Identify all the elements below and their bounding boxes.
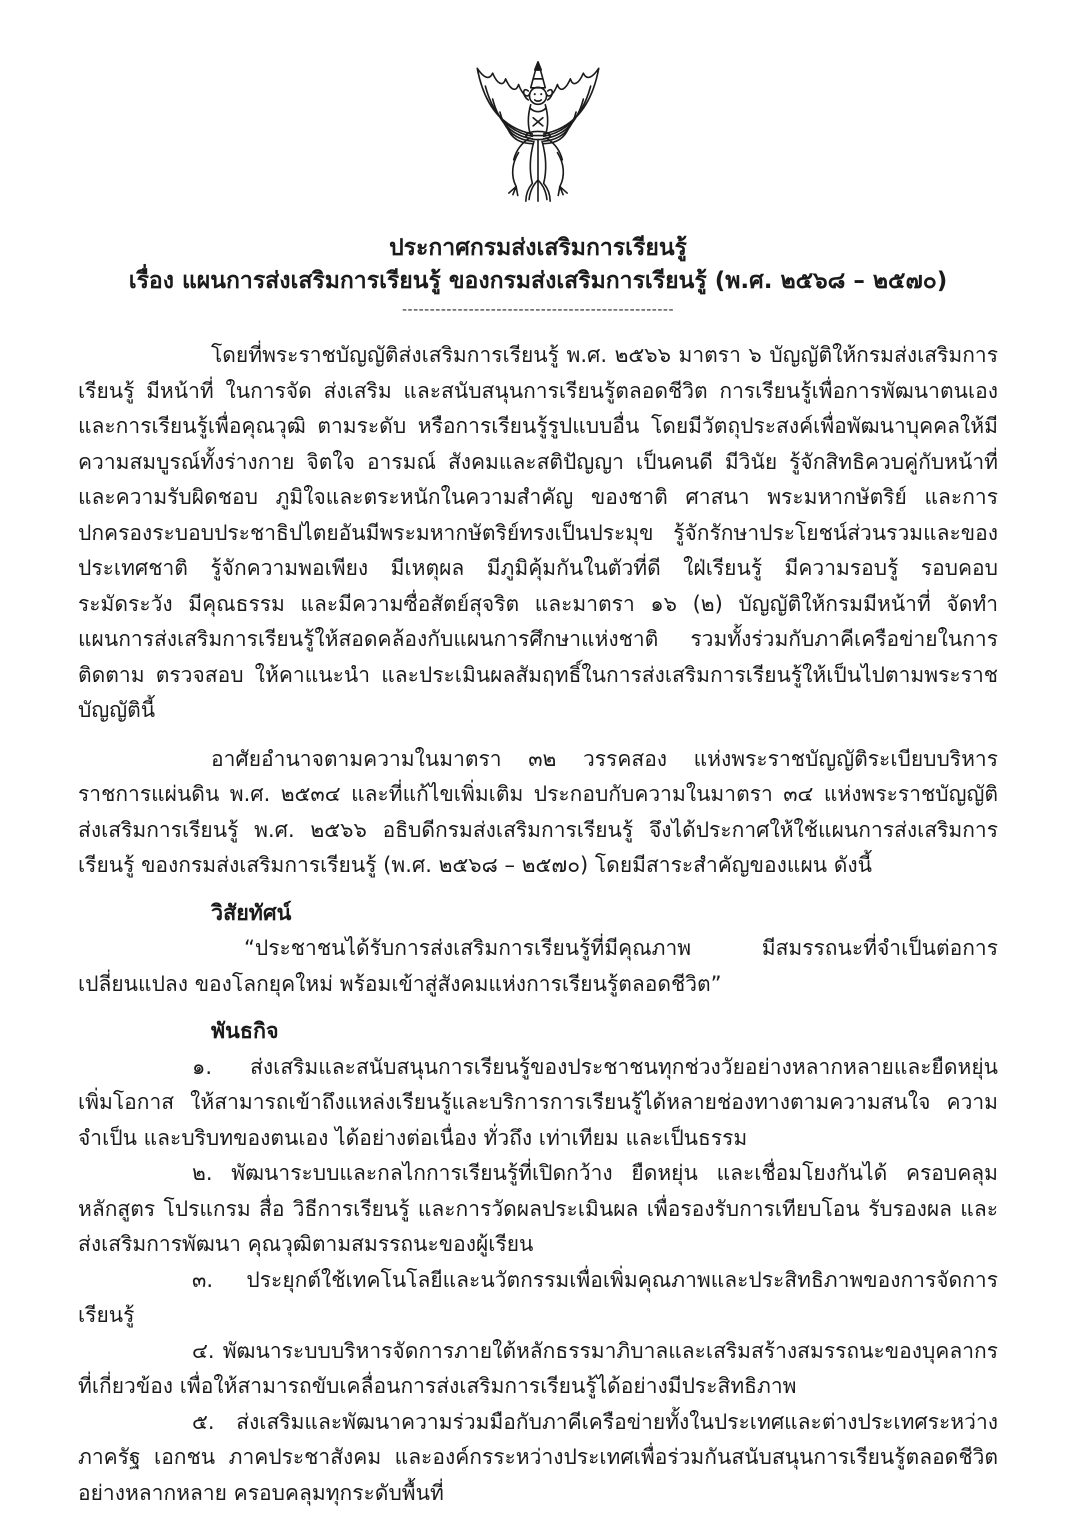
- garuda-emblem-drawing: [457, 56, 619, 224]
- document-title-line2: เรื่อง แผนการส่งเสริมการเรียนรู้ ของกรมส่งเสริมการเรียนรู้ (พ.ศ. ๒๕๖๘ – ๒๕๗๐): [128, 268, 948, 294]
- mission-heading: พันธกิจ: [211, 1019, 279, 1044]
- garuda-emblem: [78, 56, 998, 228]
- mission-item-5: ๕. ส่งเสริมและพัฒนาความร่วมมือกับภาคีเครือข่ายทั้งในประเทศและต่างประเทศระหว่างภาครัฐ เอกชน ภาคประชาสังคม และองค์กรระหว่างประเทศเพื่อร่วมกันสนับสนุนการเรียนรู้ตลอดชีวิตอย่างหลากหลาย ครอบคลุมทุกระดับพื้นที่: [78, 1409, 998, 1505]
- mission-item-3: ๓. ประยุกต์ใช้เทคโนโลยีและนวัตกรรมเพื่อเพิ่มคุณภาพและประสิทธิภาพของการจัดการเรียนรู้: [78, 1267, 998, 1327]
- mission-item-2: ๒. พัฒนาระบบและกลไกการเรียนรู้ที่เปิดกว้าง ยืดหยุ่น และเชื่อมโยงกันได้ ครอบคลุมหลักสูตร โปรแกรม สื่อ วิธีการเรียนรู้ และการวัดผลประเมินผล เพื่อรองรับการเทียบโอน รับรองผล และส่งเสริมการพัฒนา คุณวุฒิตามสมรรถนะของผู้เรียน: [78, 1161, 998, 1256]
- title-separator-dashes: -------------------------------------------------: [401, 302, 675, 318]
- vision-text: “ประชาชนได้รับการส่งเสริมการเรียนรู้ที่มีคุณภาพ มีสมรรถนะที่จำเป็นต่อการเปลี่ยนแปลง ของโลกยุคใหม่ พร้อมเข้าสู่สังคมแห่งการเรียนรู้ตลอดชีวิต”: [78, 936, 998, 996]
- mission-item-4: ๔. พัฒนาระบบบริหารจัดการภายใต้หลักธรรมาภิบาลและเสริมสร้างสมรรถนะของบุคลากรที่เกี่ยวข้อง เพื่อให้สามารถขับเคลื่อนการส่งเสริมการเรียนรู้ได้อย่างมีประสิทธิภาพ: [78, 1338, 998, 1398]
- vision-heading: วิสัยทัศน์: [211, 900, 292, 926]
- paragraph-preamble: โดยที่พระราชบัญญัติส่งเสริมการเรียนรู้ พ.ศ. ๒๕๖๖ มาตรา ๖ บัญญัติให้กรมส่งเสริมการเรียนรู้ มีหน้าที่ ในการจัด ส่งเสริม และสนับสนุนการเรียนรู้ตลอดชีวิต การเรียนรู้เพื่อการพัฒนาตนเอง และการเรียนรู้เพื่อคุณวุฒิ ตามระดับ หรือการเรียนรู้รูปแบบอื่น โดยมีวัตถุประสงค์เพื่อพัฒนาบุคคลให้มีความสมบูรณ์ทั้งร่างกาย จิตใจ อารมณ์ สังคมและสติปัญญา เป็นคนดี มีวินัย รู้จักสิทธิควบคู่กับหน้าที่และความรับผิดชอบ ภูมิใจและตระหนักในความสำคัญ ของชาติ ศาสนา พระมหากษัตริย์ และการปกครองระบอบประชาธิปไตยอันมีพระมหากษัตริย์ทรงเป็นประมุข รู้จักรักษาประโยชน์ส่วนรวมและของประเทศชาติ รู้จักความพอเพียง มีเหตุผล มีภูมิคุ้มกันในตัวที่ดี ใฝ่เรียนรู้ มีความรอบรู้ รอบคอบ ระมัดระวัง มีคุณธรรม และมีความซื่อสัตย์สุจริต และมาตรา ๑๖ (๒) บัญญัติให้กรมมีหน้าที่ จัดทำแผนการส่งเสริมการเรียนรู้ให้สอดคล้องกับแผนการศึกษาแห่งชาติ รวมทั้งร่วมกับภาคีเครือข่ายในการติดตาม ตรวจสอบ ให้คาแนะนำ และประเมินผลสัมฤทธิ์ในการส่งเสริมการเรียนรู้ให้เป็นไปตามพระราชบัญญัตินี้: [78, 343, 998, 722]
- paragraph-authority: อาศัยอำนาจตามความในมาตรา ๓๒ วรรคสอง แห่งพระราชบัญญัติระเบียบบริหารราชการแผ่นดิน พ.ศ. ๒๕๓๔ และที่แก้ไขเพิ่มเติม ประกอบกับความในมาตรา ๓๔ แห่งพระราชบัญญัติส่งเสริมการเรียนรู้ พ.ศ. ๒๕๖๖ อธิบดีกรมส่งเสริมการเรียนรู้ จึงได้ประกาศให้ใช้แผนการส่งเสริมการเรียนรู้ ของกรมส่งเสริมการเรียนรู้ (พ.ศ. ๒๕๖๘ – ๒๕๗๐) โดยมีสาระสำคัญของแผน ดังนี้: [78, 746, 998, 877]
- document-title-line1: ประกาศกรมส่งเสริมการเรียนรู้: [389, 235, 687, 261]
- mission-item-1: ๑. ส่งเสริมและสนับสนุนการเรียนรู้ของประชาชนทุกช่วงวัยอย่างหลากหลายและยืดหยุ่น เพิ่มโอกาส ให้สามารถเข้าถึงแหล่งเรียนรู้และบริการการเรียนรู้ได้หลายช่องทางตามความสนใจ ความจำเป็น และบริบทของตนเอง ได้อย่างต่อเนื่อง ทั่วถึง เท่าเทียม และเป็นธรรม: [78, 1054, 998, 1150]
